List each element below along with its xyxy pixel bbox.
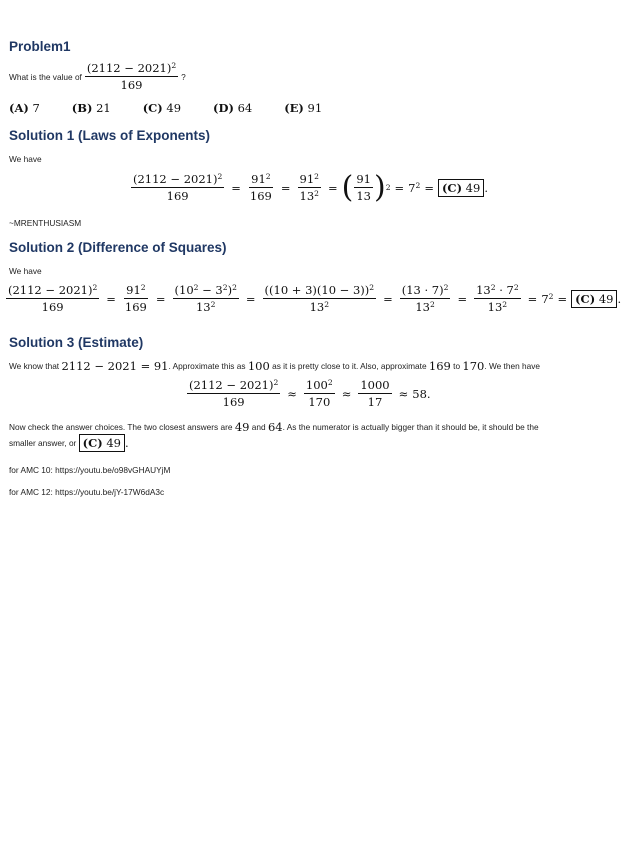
solution1-heading: Solution 1 (Laws of Exponents) xyxy=(9,128,211,143)
solution1-credit: ~MRENTHUSIASM xyxy=(9,218,82,228)
s2-frac-1: $\frac{(2112 - 2021)^2}{169}$ xyxy=(8,282,98,314)
question-prefix: What is the value of xyxy=(9,71,82,82)
s3-frac-3: $\frac{1000}{17}$ xyxy=(360,378,390,409)
solution3-para-line1: Now check the answer choices. The two closest answers are 49 and 64 . As the numerator is actually bigger than it should be, it should be the xyxy=(9,420,539,434)
choice-e: (E) 91 xyxy=(284,101,323,115)
amc10-link[interactable]: for AMC 10: https://youtu.be/o98vGHAUYjM xyxy=(9,465,171,475)
s1-paren-frac: ( $\frac{91}{13}$ ) 2 xyxy=(341,169,391,205)
solution2-intro: We have xyxy=(9,266,42,276)
choice-b: (B) 21 xyxy=(71,101,111,115)
solution3-line1: We know that 2112 − 2021 = 91 . Approximate this as 100 as it is pretty close to it. Also, approximate 169 to 170 . We then have xyxy=(9,359,540,373)
solution2-equation: $\frac{(2112 - 2021)^2}{169}$ = $\frac{91^2}{169}$ = $\frac{(10^2 - 3^2)^2}{13^2}$ = $\frac{((10 + 3)(10 - 3))^2}{13^2}$ = $\frac{(13 \cdot 7)^2}{13^2}$ = $\frac{13^2 \cdot 7^2}{13^2}$ = $7^2$ = (C) 49 . xyxy=(8,282,621,314)
solution1-intro: We have xyxy=(9,154,42,164)
problem-fraction: $\frac{(2112 - 2021)^2}{169}$ xyxy=(86,60,177,92)
question-suffix: ? xyxy=(181,71,186,82)
s3-frac-1: $\frac{(2112 - 2021)^2}{169}$ xyxy=(189,377,279,409)
s2-frac-3: $\frac{(10^2 - 3^2)^2}{13^2}$ xyxy=(174,282,237,314)
s3-frac-2: $\frac{100^2}{170}$ xyxy=(305,377,333,409)
s1-answer-box: (C) 49 xyxy=(438,179,484,197)
s1-frac-2: $\frac{91^2}{169}$ xyxy=(249,171,272,203)
s1-frac-1: $\frac{(2112 - 2021)^2}{169}$ xyxy=(133,171,223,203)
solution3-equation: $\frac{(2112 - 2021)^2}{169}$ ≈ $\frac{100^2}{170}$ ≈ $\frac{1000}{17}$ ≈ 58. xyxy=(189,377,431,409)
choice-d: (D) 64 xyxy=(213,101,253,115)
s2-answer-box: (C) 49 xyxy=(571,290,617,308)
problem-heading: Problem1 xyxy=(9,39,71,54)
s2-frac-4: $\frac{((10 + 3)(10 - 3))^2}{13^2}$ xyxy=(264,282,375,314)
s1-frac-3: $\frac{91^2}{13^2}$ xyxy=(299,171,319,203)
s2-frac-5: $\frac{(13 \cdot 7)^2}{13^2}$ xyxy=(401,282,449,314)
choice-c: (C) 49 xyxy=(142,101,182,115)
problem-question xyxy=(9,61,186,92)
solution1-equation: $\frac{(2112 - 2021)^2}{169}$ = $\frac{91^2}{169}$ = $\frac{91^2}{13^2}$ = ( $\frac{91}{13}$ ) 2 = $7^2$ = (C) 49 . xyxy=(133,169,488,205)
solution3-heading: Solution 3 (Estimate) xyxy=(9,335,144,350)
s2-frac-6: $\frac{13^2 \cdot 7^2}{13^2}$ xyxy=(476,282,519,314)
s2-frac-2: $\frac{91^2}{169}$ xyxy=(124,282,147,314)
solution3-para-line2: smaller answer, or (C) 49 . xyxy=(9,436,129,450)
choice-a: (A) 7 xyxy=(9,101,40,115)
answer-choices xyxy=(9,101,354,115)
solution2-heading: Solution 2 (Difference of Squares) xyxy=(9,240,227,255)
amc12-link[interactable]: for AMC 12: https://youtu.be/jY-17W6dA3c xyxy=(9,487,165,497)
s3-answer-box: (C) 49 xyxy=(79,434,125,452)
